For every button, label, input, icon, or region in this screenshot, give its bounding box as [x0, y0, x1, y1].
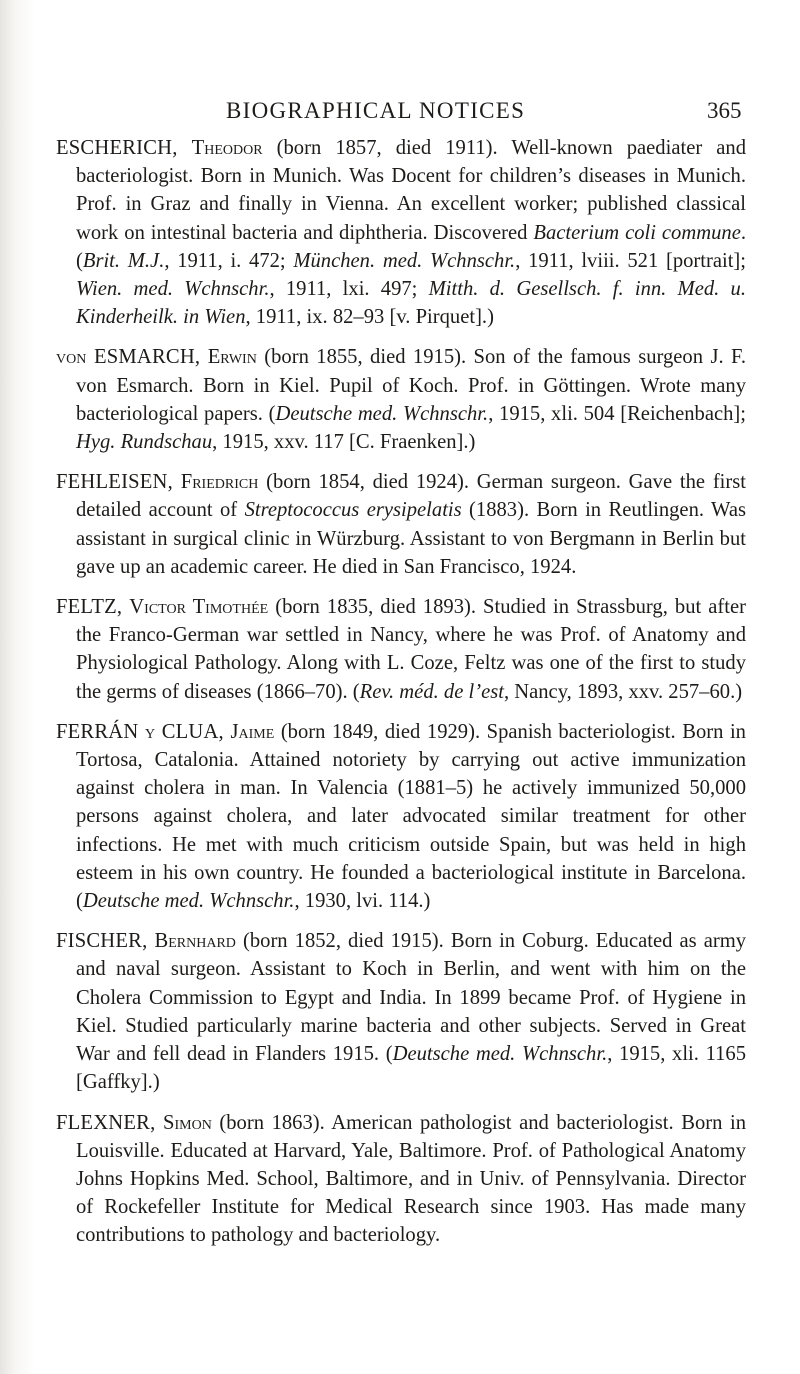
entry-name-connector: y: [138, 720, 162, 743]
entry-feltz: FELTZ, Victor Timothée (born 1835, died 1893). Studied in Strassburg, but after the Franco-German war settled in Nancy, where he was Prof. of Anatomy and Physiological Pathology. Along with L. Coze, Feltz was one of the first to study the germs of diseases (1866–70). (Rev. méd. de l’est, Nancy, 1893, xxv. 257–60.): [56, 596, 746, 703]
page-header: [0, 98, 800, 128]
organism-name: Streptococcus erysipelatis: [244, 499, 462, 522]
entry-fehleisen: FEHLEISEN, Friedrich (born 1854, died 1924). German surgeon. Gave the first detailed account of Streptococcus erysipelatis (1883). Born in Reutlingen. Was assistant in surgical clinic in Würzburg. Assistant to von Bergmann in Berlin but gave up an academic career. He died in San Francisco, 1924.: [56, 471, 746, 578]
entry-surname: FELTZ,: [56, 596, 123, 619]
organism-name: Bacterium coli commune: [533, 221, 741, 244]
entry-surname-second: CLUA,: [161, 720, 224, 743]
entry-given-name: Victor Timothée: [129, 596, 269, 619]
entry-given-name: Bernhard: [154, 930, 236, 953]
entry-surname: ESCHERICH,: [56, 137, 178, 159]
entry-surname: FERRÁN: [56, 720, 139, 743]
entry-surname: FLEXNER,: [56, 1111, 156, 1134]
entry-given-name: Friedrich: [180, 471, 259, 494]
entry-escherich: ESCHERICH, Theodor (born 1857, died 1911). Well-known paediater and bacteriologist. Born in Munich. Was Docent for children’s diseases in Munich. Prof. in Graz and finally in Vienna. An excellent worker; published classical work on intestinal bacteria and diphtheria. Discovered Bacterium coli commune. (Brit. M.J., 1911, i. 472; München. med. Wchnschr., 1911, lviii. 521 [portrait]; Wien. med. Wchnschr., 1911, lxi. 497; Mitth. d. Gesellsch. f. inn. Med. u. Kinderheilk. in Wien, 1911, ix. 82–93 [v. Pirquet].): [56, 137, 747, 329]
journal-citation: Wien. med. Wchnschr.: [76, 278, 270, 301]
journal-citation: Deutsche med. Wchnschr.: [275, 402, 489, 425]
running-title: BIOGRAPHICAL NOTICES: [226, 98, 526, 123]
entry-name-prefix: von: [56, 346, 87, 369]
journal-citation: München. med. Wchnschr.: [293, 249, 516, 272]
journal-citation: Brit. M.J.: [82, 249, 165, 272]
entry-given-name: Theodor: [191, 137, 263, 159]
entry-surname: FEHLEISEN,: [56, 471, 173, 494]
entry-ferran: FERRÁN y CLUA, Jaime (born 1849, died 1929). Spanish bacteriologist. Born in Tortosa, Catalonia. Attained notoriety by carrying out active immunization against cholera in man. In Valencia (1881–5) he actively immunized 50,000 persons against cholera, and later advocated similar treatment for other infections. He met with much criticism outside Spain, but was held in high esteem in his own country. He founded a bacteriological institute in Barcelona. (Deutsche med. Wchnschr., 1930, lvi. 114.): [56, 720, 746, 913]
journal-citation: Deutsche med. Wchnschr.: [82, 890, 295, 913]
entry-flexner: FLEXNER, Simon (born 1863). American pathologist and bacteriologist. Born in Louisville. Educated at Harvard, Yale, Baltimore. Prof. of Pathological Anatomy Johns Hopkins Med. School, Baltimore, and in Univ. of Pennsylvania. Director of Rockefeller Institute for Medical Research since 1903. Has made many contributions to pathology and bacteriology.: [56, 1111, 746, 1247]
entry-surname: FISCHER,: [56, 930, 148, 953]
entry-given-name: Jaime: [230, 720, 275, 743]
entry-esmarch: von ESMARCH, Erwin (born 1855, died 1915). Son of the famous surgeon J. F. von Esmarch. Born in Kiel. Pupil of Koch. Prof. in Göttingen. Wrote many bacteriological papers. (Deutsche med. Wchnschr., 1915, xli. 504 [Reichenbach]; Hyg. Rundschau, 1915, xxv. 117 [C. Fraenken].): [56, 346, 746, 454]
entry-surname: ESMARCH,: [86, 346, 201, 369]
journal-citation: Deutsche med. Wchnschr.: [392, 1043, 608, 1066]
page-number: 365: [707, 98, 742, 123]
entry-given-name: Simon: [163, 1111, 212, 1134]
entry-fischer: FISCHER, Bernhard (born 1852, died 1915). Born in Coburg. Educated as army and naval surgeon. Assistant to Koch in Berlin, and went with him on the Cholera Commission to Egypt and India. In 1899 became Prof. of Hygiene in Kiel. Studied particularly marine bacteria and other subjects. Served in Great War and fell dead in Flanders 1915. (Deutsche med. Wchnschr., 1915, xli. 1165 [Gaffky].): [56, 930, 747, 1094]
journal-citation: Hyg. Rundschau: [76, 431, 213, 454]
entry-given-name: Erwin: [207, 346, 257, 369]
biographical-entries: [56, 134, 746, 1262]
journal-citation: Rev. méd. de l’est: [359, 680, 504, 703]
journal-citation: Mitth. d. Gesellsch. f. inn. Med. u. Kinderheilk. in Wien: [76, 278, 746, 329]
